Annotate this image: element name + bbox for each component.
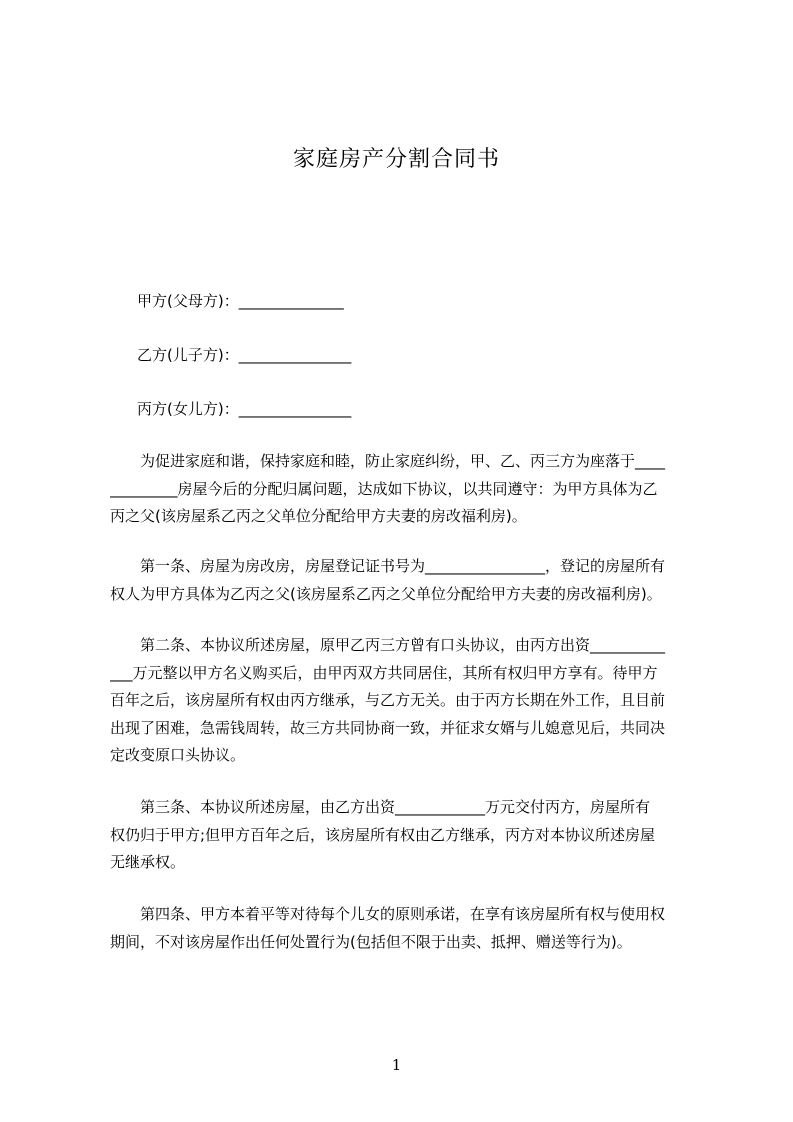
party-c-line [137, 398, 351, 419]
article-1-line: 第一条、房屋为房改房，房屋登记证书号为________________，登记的房屋所有 [140, 557, 666, 575]
article-4-paragraph [110, 901, 702, 956]
article-2-line: ___万元整以甲方名义购买后，由甲丙双方共同居住，其所有权归甲方享有。待甲方 [110, 663, 658, 682]
article-4-line: 期间，不对该房屋作出任何处置行为(包括但不限于出卖、抵押、赠送等行为)。 [110, 932, 632, 951]
party-c-blank: _______________ [238, 400, 352, 418]
article-1-line: 权人为甲方具体为乙丙之父(该房屋系乙丙之父单位分配给甲方夫妻的房改福利房)。 [110, 584, 662, 603]
preamble-line: 为促进家庭和谐，保持家庭和睦，防止家庭纠纷，甲、乙、丙三方为座落于____ [140, 452, 666, 470]
article-2-line: 第二条、本协议所述房屋，原甲乙丙三方曾有口头协议，由丙方出资__________ [140, 636, 666, 654]
party-b-line [137, 344, 351, 365]
article-3-line: 无继承权。 [110, 853, 186, 871]
article-2-paragraph [110, 632, 702, 770]
party-c-label: 丙方(女儿方)： [137, 400, 239, 418]
article-2-line: 百年之后，该房屋所有权由丙方继承，与乙方无关。由于丙方长期在外工作，且目前 [110, 691, 666, 709]
party-a-blank: ______________ [238, 292, 344, 310]
party-a-line [137, 290, 344, 311]
article-4-line: 第四条、甲方本着平等对待每个儿女的原则承诺，在享有该房屋所有权与使用权 [140, 905, 666, 923]
preamble-paragraph [110, 448, 702, 531]
article-2-line: 定改变原口头协议。 [110, 746, 246, 764]
article-3-paragraph [110, 794, 702, 877]
article-2-line: 出现了困难，急需钱周转，故三方共同协商一致，并征求女婿与儿媳意见后，共同决 [110, 718, 666, 737]
page-number: 1 [391, 1056, 402, 1074]
article-3-line: 权仍归于甲方;但甲方百年之后，该房屋所有权由乙方继承，丙方对本协议所述房屋 [110, 825, 656, 844]
preamble-line: 丙之父(该房屋系乙丙之父单位分配给甲方夫妻的房改福利房)。 [110, 507, 527, 525]
document-title: 家庭房产分割合同书 [292, 147, 500, 172]
article-1-paragraph [110, 553, 702, 608]
preamble-line: _________房屋今后的分配归属问题，达成如下协议，以共同遵守：为甲方具体为乙 [110, 479, 658, 498]
article-3-line: 第三条、本协议所述房屋，由乙方出资____________万元交付丙方，房屋所有 [140, 798, 651, 816]
party-a-label: 甲方(父母方)： [137, 292, 239, 310]
party-b-blank: _______________ [238, 346, 352, 364]
party-b-label: 乙方(儿子方)： [137, 346, 239, 364]
